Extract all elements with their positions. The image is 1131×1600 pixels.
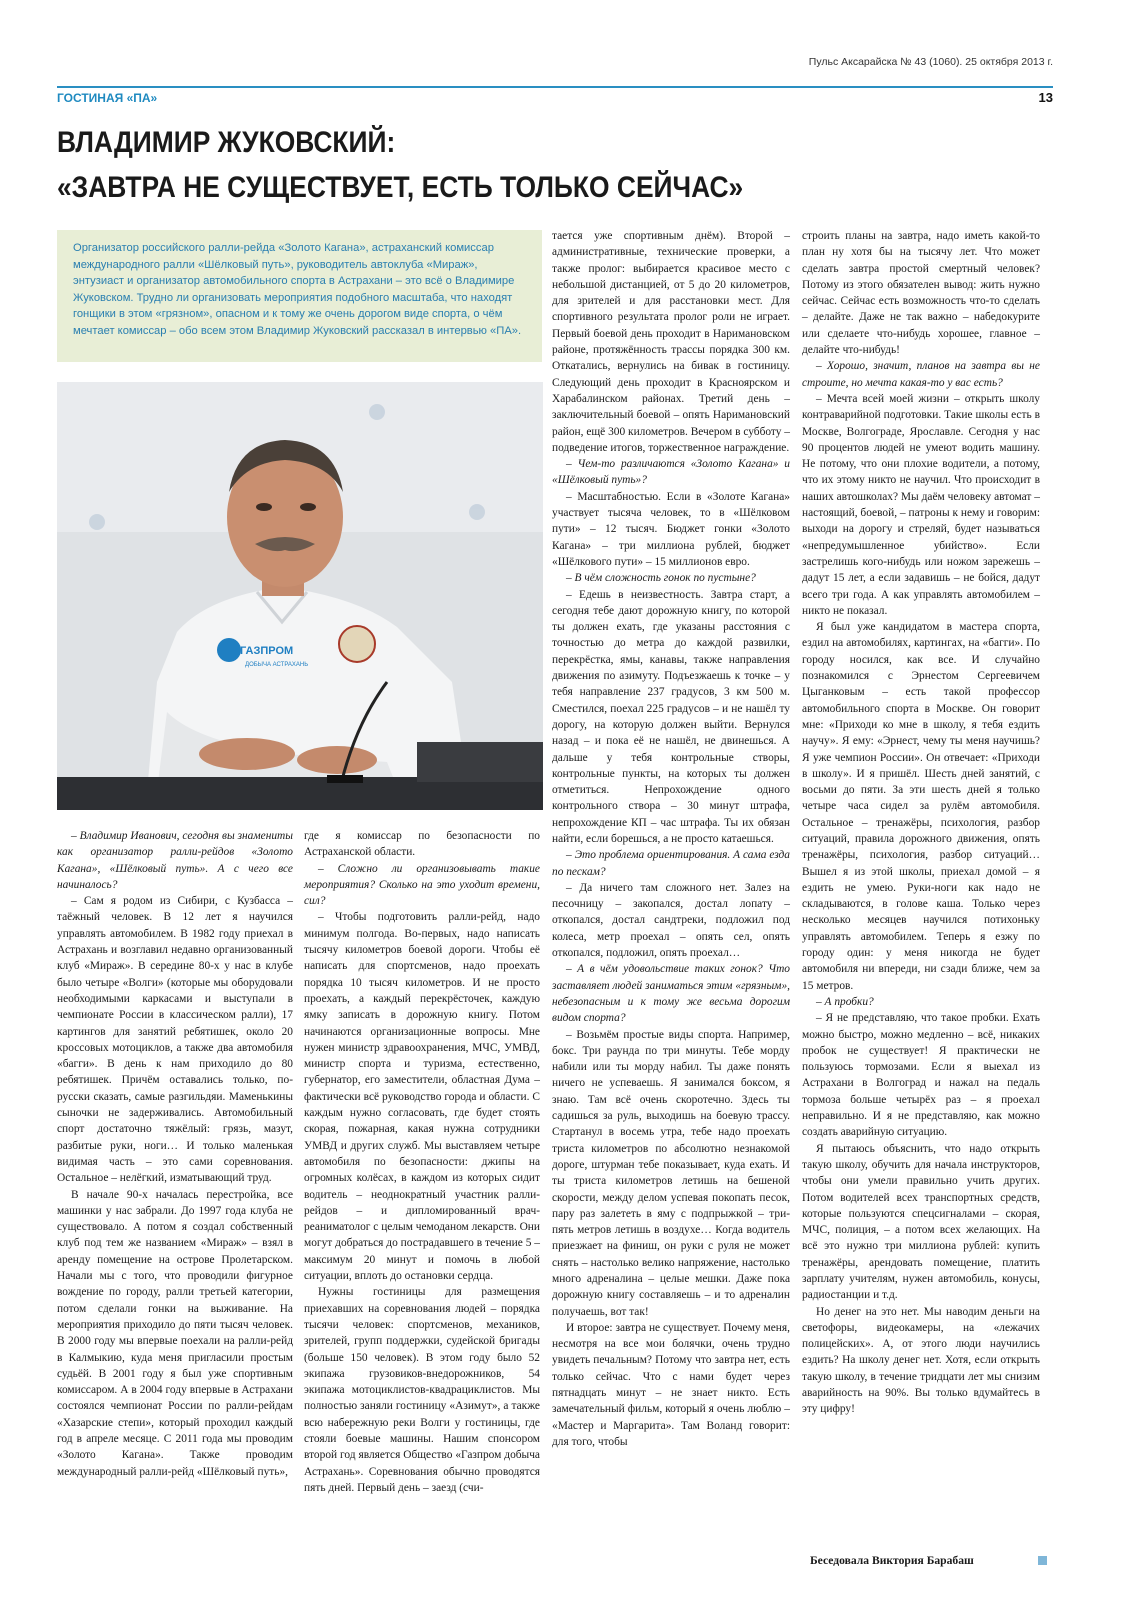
article-paragraph: В начале 90-х началась перестройка, все машинки у нас забрали. До 1997 года клуба не существовало. А потом я создал собственный клуб под тем же названием «Мираж» – взял в аренду помещение на острове Пролетарском. Начали мы с того, что проводили фигурное вождение по городу, ралли третьей категории, потом сделали гонки на выживание. На мероприятия приходило до пяти тысяч человек. В 2000 году мы впервые поехали на ралли-рейд в Калмыкию, куда меня пригласили простым судьёй. В 2001 году я был уже спортивным комиссаром. А в 2004 году впервые в Астрахани состоялся чемпионат России по ралли-рейдам «Хазарские степи», который проходил каждый год в апреле месяце. С 2011 года мы проводим «Золото Кагана». Также проводим международный ралли-рейд «Шёлковый путь»,: [57, 1188, 293, 1478]
interview-question: – Это проблема ориентирования. А сама езда по пескам?: [552, 849, 790, 878]
headline-line-2: «ЗАВТРА НЕ СУЩЕСТВУЕТ, ЕСТЬ ТОЛЬКО СЕЙЧАС»: [57, 171, 744, 204]
article-column-4: [802, 228, 1040, 1418]
masthead: Пульс Аксарайска № 43 (1060). 25 октября 2013 г.: [808, 56, 1053, 68]
article-paragraph: – Да ничего там сложного нет. Залез на песочницу – закопался, достал лопату – откопался, достал сандтреки, подложил под колеса, метр проехал – опять сел, опять откопался, подложил, опять проехал…: [552, 881, 790, 960]
article-paragraph: – Едешь в неизвестность. Завтра старт, а сегодня тебе дают дорожную книгу, по которой ты должен ехать, где указаны расстояния с точностью до метра до каждой развилки, перекрёстка, ямы, канавы, также направления движения по азимуту. Подъезжаешь к точке – у тебя направление 237 градусов, 3 км 500 м. Сместился, поехал 225 градусов – и не нашёл ту дорогу, на которую должен выйти. Вернулся назад – и пока её не нашёл, не двинешься. А дальше у тебя контрольные створы, контрольные пункты, на которых ты должен отметиться. Непрохождение одного контрольного створа – 30 минут штрафа, непрохождение КП – час штрафа. Ты их обязан найти, если борешься, а не просто катаешься.: [552, 588, 790, 845]
article-paragraph: – Масштабностью. Если в «Золоте Кагана» участвует тысяча человек, то в «Шёлковом пути» – 12 тысяч. Бюджет гонки «Золото Кагана» – три миллиона рублей, бюджет «Шёлкового пути» – 15 миллионов евро.: [552, 490, 790, 568]
article-paragraph: Я пытаюсь объяснить, что надо открыть такую школу, обучить для начала инструкторов, чтобы они умели правильно учить других. Потом водителей всех транспортных средств, которые пользуются спецсигналами – скорая, МЧС, полиция, – а потом всех желающих. На всё это нужно три миллиона рублей: купить тренажёры, арендовать помещение, платить зарплату учителям, нужен автомобиль, конусы, радиостанции и т.д.: [802, 1142, 1040, 1302]
article-paragraph: – Я не представляю, что такое пробки. Ехать можно быстро, можно медленно – всё, никаких пробок не существует! Я практически не пользуюсь тормозами. Если я выехал из Астрахани в Волгоград и нажал на педаль тормоза больше четырёх раз – я проехал неправильно. И я не представляю, как можно создать аварийную ситуацию.: [802, 1012, 1040, 1139]
article-paragraph: тается уже спортивным днём). Второй – административные, технические проверки, а также пролог: выбирается красивое место с небольшой дистанцией, от 5 до 20 километров, для зрителей и для расстановки мест. Для спортивного результата пролог роли не играет. Первый боевой день проходит в Наримановском районе, протяжённость трассы порядка 300 км. Откатались, вернулись на бивак в гостиницу. Следующий день проходит в Красноярском и Харабалинском районах. Третий день – заключительный боевой – опять Наримановский район, ещё 300 километров. Вечером в субботу – подведение итогов, торжественное награждение.: [552, 230, 790, 454]
lead-paragraph: Организатор российского ралли-рейда «Золото Кагана», астраханский комиссар международного ралли «Шёлковый путь», руководитель автоклуба «Мираж», энтузиаст и организатор автомобильного спорта в Астрахани – это всё о Владимире Жуковском. Трудно ли организовать мероприятия подобного масштаба, что находят гонщики в этом «грязном», опасном и к тому же очень дорогом виде спорта, о чём мечтает комиссар – обо всем этом Владимир Жуковский рассказал в интервью «ПА».: [57, 230, 542, 362]
article-column-1: [57, 828, 293, 1480]
article-paragraph: – Возьмём простые виды спорта. Например, бокс. Три раунда по три минуты. Тебе морду набили или ты морду набил. Ты даже понять ничего не успеваешь. Я занимался боксом, я знаю. Там всё очень скоротечно. Здесь ты садишься за руль, выходишь на боевую трассу. Стартанул в восемь утра, тебе надо проехать триста километров по абсолютно незнакомой дороге, штурман тебе показывает, куда ехать. И ты триста километров летишь на бешеной скорости, между делом успевая покопать песок, пару раз залететь в яму с подпрыжкой – три-пять метров летишь в воздухе… Когда водитель приезжает на финиш, он руки с руля не может снять – настолько велико напряжение, настолько много адреналина – целые мешки. Даже пока дорожную книгу составляешь – и то адреналин получаешь, вот так!: [552, 1028, 790, 1318]
article-paragraph: – Чтобы подготовить ралли-рейд, надо минимум полгода. Во-первых, надо написать тысячу километров боевой дороги. Чтобы её написать для спортсменов, надо проехать порядка 10 тысяч километров. И не просто проехать, а каждый перекрёсточек, каждую ямку записать в дорожную книгу. Потом начинаются организационные вопросы. Мне нужен министр здравоохранения, МЧС, УМВД, министр спорта и туризма, естественно, губернатор, его заместители, областная Дума – фактически всё руководство города и области. С каждым нужно согласовать, где будет стоять скорая, пожарная, какая нужна сотрудники УМВД и других служб. Мы выставляем четыре автомобиля по безопасности: джипы на огромных колёсах, в каждом из которых сидит водитель – неоднократный участник ралли-рейдов – и дипломированный врач-реаниматолог с целым чемоданом лекарств. Они могут добраться до пострадавшего в течение 5 – максимум 20 минут и помочь в любой ситуации, вплоть до остановки сердца.: [304, 911, 540, 1283]
portrait-photo: [57, 382, 543, 810]
article-column-3: [552, 228, 790, 1450]
interview-question: – В чём сложность гонок по пустыне?: [566, 572, 756, 585]
headline: [57, 120, 937, 210]
article-column-2: [304, 828, 540, 1496]
shirt-logo-subtext: ДОБЫЧА АСТРАХАНЬ: [245, 662, 309, 668]
article-paragraph: где я комиссар по безопасности по Астраханской области.: [304, 830, 540, 859]
interview-question: – А в чём удовольствие таких гонок? Что заставляет людей заниматься этим «грязным», небезопасным и к тому же весьма дорогим видом спорта?: [552, 963, 790, 1025]
article-paragraph: Но денег на это нет. Мы наводим деньги на светофоры, видеокамеры, на «лежачих полицейских». А, от этого люди научились ездить? На школу денег нет. Хотя, если открыть такую школу, в течение тридцати лет мы снизим аварийность на 90%. Вы только вдумайтесь в эту цифру!: [802, 1305, 1040, 1416]
byline: Беседовала Виктория Барабаш: [810, 1554, 974, 1567]
shirt-logo-text: ГАЗПРОМ: [240, 645, 294, 657]
article-paragraph: И второе: завтра не существует. Почему меня, несмотря на все мои болячки, очень трудно увидеть печальным? Потому что завтра нет, есть только сейчас. Что с нами будет через пятнадцать минут – не знает никто. Есть замечательный фильм, который я очень люблю – «Мастер и Маргарита». Там Воланд говорит: для того, чтобы: [552, 1321, 790, 1448]
article-paragraph: строить планы на завтра, надо иметь какой-то план ну хотя бы на тысячу лет. Что может сделать завтра простой смертный человек? Потому из этого обязателен вывод: жить нужно сейчас. Сейчас есть возможность что-то сделать – делайте. Даже не так важно – набедокурите или сделаете что-нибудь хорошее, главное – делайте что-нибудь!: [802, 230, 1040, 357]
interview-question: – Хорошо, значит, планов на завтра вы не строите, но мечта какая-то у вас есть?: [802, 360, 1040, 389]
section-bar: [57, 86, 1053, 110]
interview-question: – А пробки?: [816, 995, 874, 1008]
portrait-illustration: [57, 382, 543, 810]
article-paragraph: Нужны гостиницы для размещения приехавших на соревнования людей – порядка тысячи человек: спортсменов, механиков, зрителей, групп поддержки, судейской бригады (больше 150 человек). В этом году было 52 экипажа грузовиков-внедорожников, 54 экипажа мотоциклистов-квадрациклистов. Мы полностью заняли гостиницу «Азимут», а также всю набережную реки Волги у гостиницы, где стояли боевые машины. Нашим спонсором второй год является Общество «Газпром добыча Астрахань». Соревнования обычно проводятся пять дней. Первый день – заезд (счи-: [304, 1286, 540, 1494]
section-name: ГОСТИНАЯ «ПА»: [57, 91, 158, 105]
page-number: 13: [1038, 90, 1053, 105]
article-paragraph: – Мечта всей моей жизни – открыть школу контраварийной подготовки. Такие школы есть в Москве, Волгограде, Ярославле. Сегодня у нас 90 процентов людей не умеют водить машину. Не потому, что они плохие водители, а потому, что их этому никто не научил. Что происходит в наших автошколах? Мы даём человеку автомат – настоящий, боевой, – патроны к нему и говорим: выходи на дорогу и стреляй, будет называться «непредумышленное убийство». Если застрелишь кого-нибудь или ножом зарежешь – дадут 15 лет, а если задавишь – не бойся, дадут всего три года. А как управлять автомобилем – никто не показал.: [802, 392, 1040, 617]
end-mark: [1038, 1556, 1047, 1565]
article-paragraph: Я был уже кандидатом в мастера спорта, ездил на автомобилях, картингах, на «багги». По городу носился, как все. И случайно познакомился с Эрнестом Сергеевичем Цыганковым – есть такой профессор автомобильного спорта в Москве. Он говорит мне: «Приходи ко мне в школу, я тебя ездить научу». Я ему: «Эрнест, чему ты меня научишь? Я уже чемпион России». Он отвечает: «Приходи в школу». И я пришёл. Шесть дней занятий, с восьми до пяти. За эти шесть дней я только четыре часа сидел за рулём автомобиля. Остальное – тренажёры, психология, разбор ситуаций, правила дорожного движения, опять тренажёры, психология, разбор ситуаций… Вышел я из этой школы, приехал домой – я ездить не умею. Руки-ноги как надо не складываются, в голове каша. Только через несколько месяцев научился потихоньку управлять автомобилем. Теперь я езжу по городу один: у меня никогда не будет автомобиля ни впереди, ни сзади ближе, чем за 15 метров.: [802, 621, 1040, 992]
headline-line-1: ВЛАДИМИР ЖУКОВСКИЙ:: [57, 126, 396, 159]
interview-question: – Сложно ли организовывать такие мероприятия? Сколько на это уходит времени, сил?: [304, 862, 540, 908]
interview-question: – Чем-то различаются «Золото Кагана» и «Шёлковый путь»?: [552, 458, 790, 487]
article-paragraph: – Сам я родом из Сибири, с Кузбасса – таёжный человек. В 12 лет я научился управлять автомобилем. В 1982 году приехал в Астрахань и возглавил недавно организованный клуб «Мираж». В середине 80-х у нас в клубе было четыре «Волги» (которые мы оборудовали необходимыми каркасами и выступали в чемпионате России в классическом ралли), 17 картингов для занятий ребятишек, около 20 кроссовых мотоциклов, а также два автомобиля «багги». В день к нам приходило до 80 ребятишек. Причём оставались только, по-русски сказать, самые разгильдяи. Маменькины сыночки не задерживались. Автомобильный спорт достаточно тяжёлый: грязь, мазут, разбитые руки, ноги… И только маленькая видимая часть – это сами соревнования. Остальное – нелёгкий, изматывающий труд.: [57, 895, 293, 1185]
interview-question: – Владимир Иванович, сегодня вы знамениты как организатор ралли-рейдов «Золото Кагана», «Шёлковый путь». А с чего все начиналось?: [57, 830, 293, 891]
